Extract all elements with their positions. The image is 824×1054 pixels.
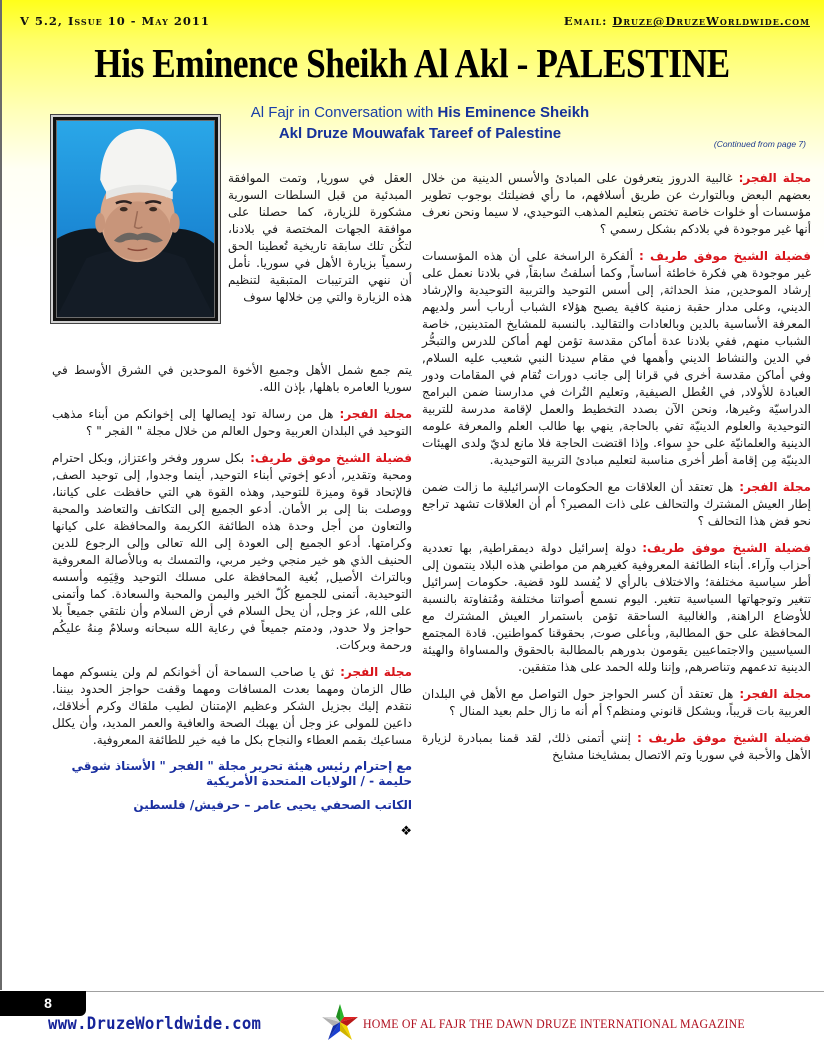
speaker-label: مجلة الفجر: <box>339 407 412 421</box>
page-number: 8 <box>44 995 52 1011</box>
star-logo-icon <box>320 1002 360 1042</box>
speaker-label: مجلة الفجر: <box>739 687 812 701</box>
qa-block <box>422 686 811 720</box>
qa-block <box>52 406 412 440</box>
qa-text: يتم جمع شمل الأهل وجميع الأخوة الموحدين في الشرق الأوسط في سوريا العامره باهلها, بإذن الله. <box>52 363 412 394</box>
continued-note: (Continued from page 7) <box>713 139 806 149</box>
continuation-text: العقل في سوريا, وتمت الموافقة المبدئية من قبل السلطات السورية مشكورة للزيارة، كما حصلنا على موافقة الجهات المختصة في بلادنا، لتكُن تلك سابقة تاريخية تُعطينا الحق رسمياً بزيارة الأهل في سوريا. نأمل أن ننهي الترتيبات المتبقية لتنظيم هذه الزيارة والتي مِن خلالها سوف <box>228 171 412 304</box>
issue-info: V 5.2, Issue 10 - May 2011 <box>20 14 210 28</box>
email-label: Email: <box>563 14 608 28</box>
qa-block <box>422 540 811 676</box>
article-subtitle <box>200 102 640 144</box>
speaker-label: مجلة الفجر: <box>738 171 811 185</box>
qa-text: هل تعتقد أن العلاقات مع الحكومات الإسرائيلية ما زالت ضمن إطار العيش المشترك والتحالف على ذات المصير؟ أم أن العلاقات تشهد تراجع نحو فض هذا التحالف ؟ <box>422 480 811 528</box>
article-column-left-top <box>228 170 412 306</box>
qa-text: بكل سرور وفخر واعتزاز, وبكل احترام ومحبة وتقدير, أدعو إخوتي أبناء التوحيد, أينما وجدوا, إلى توحيد الصف, فالإتحاد قوة وميزة للتوحيد, وهذه القوة هي التي حافظت على كياننا، ووصلت بنا إلى بر الأمان. أدعو الجميع إلى التكاتف والتعاضد والمحبة والتعاون من أجل وحدة هذه الطائفة الكريمة والمحافظة على كيانها وكرامتها. أدعو الجميع إلى العودة إلى الله تعالى وإلى الرجوع للدين الحنيف الذي هو خير منجي وخير مربي، والتمسك به وبالأصالة المعروفية وبالتراث الأصيل, بُغية المحافظة على مسلك التوحيد وقِيَمِه وأسسه التوحيدية. أتمنى للجميع كُلّ الخير واليمن والمحبة والسعادة. كما وأتمنى على الله, عز وجل, أن يحل السلام في أرض السلام وأن نلتقي جميعاً بلا حواجز ولا حدود, ودمتم جميعاً في رعاية الله سبحانه وسلامٌ مِنهُ عليكُم ورحمة وبركات. <box>52 451 412 652</box>
editor-signoff: مع إحترام رئيس هيئة تحرير مجلة " الفجر " الأستاذ شوقي حليمة - / الولايات المتحدة الأمريكية <box>71 759 412 788</box>
speaker-label: فضيلة الشيخ موفق طريف: <box>250 451 413 465</box>
qa-block <box>422 248 811 469</box>
qa-text: دولة إسرائيل دولة ديمقراطية, بها تعددية أحزاب وآراء. أبناء الطائفة المعروفية كغيرهم من مواطني هذه البلاد ينتمون إلى أطر سياسية مختلفة؛ والاختلاف بالرأي لا يُفسد للود قضية. حكومات إسرائيل تتغير وتوجهاتها السياسية تتغير. اليوم نسمع أصواتنا مختلفة ومُتفاوتة بالنسبة للأوضاع الراهنة, والغالبية الساحقة تؤمن باستمرار العيش المشترك مع المحافظة على حق المطالبة, وبأعلى صوت, بحقوقنا كمواطنين. قادة المجتمع السياسيين والاجتماعيين يقومون بدورهم بالمطالبة بالحقوق والمساواة والهيئة الدينية تدعمهم وتناصرهم, وإننا ولله الحمد على هذا متفقين. <box>422 541 811 674</box>
email-info <box>564 14 810 28</box>
qa-text: هل تعتقد أن كسر الحواجز حول التواصل مع الأهل في البلدان العربية بات قريباً، وبشكل قانوني ومنظم؟ أم أنه ما زال حلم بعيد المنال ؟ <box>422 687 811 718</box>
speaker-label: فضيلة الشيخ موفق طريف: <box>642 541 812 555</box>
subtitle-plain: Al Fajr in Conversation with <box>250 104 438 121</box>
article-column-right <box>422 170 811 774</box>
speaker-label: مجلة الفجر: <box>739 480 811 494</box>
email-link[interactable]: Druze@DruzeWorldwide.com <box>612 14 810 28</box>
qa-block <box>52 450 412 654</box>
sheikh-portrait <box>51 115 220 323</box>
qa-block <box>422 170 811 238</box>
portrait-illustration <box>57 121 214 317</box>
qa-text: إنني أتمنى ذلك, لقد قمنا بمبادرة لزيارة الأهل والأحبة في سوريا وتم الاتصال بمشايخنا مشايخ <box>422 731 811 762</box>
qa-block <box>52 664 412 749</box>
qa-block <box>422 730 811 764</box>
qa-block <box>52 362 412 396</box>
end-ornament-icon: ❖ <box>400 824 412 839</box>
author-signoff: الكاتب الصحفي يحيى عامر – حرفيش/ فلسطين <box>133 798 412 812</box>
masthead-info-bar <box>20 14 810 32</box>
subtitle-bold-2: Akl Druze Mouwafak Tareef of Palestine <box>278 125 562 142</box>
page-headline: His Eminence Sheikh Al Akl - PALESTINE <box>94 40 730 86</box>
speaker-label: فضيلة الشيخ موفق طريف : <box>639 249 811 263</box>
page-number-tab <box>0 991 86 1016</box>
speaker-label: مجلة الفجر: <box>340 665 412 679</box>
left-border-rule <box>0 0 2 990</box>
qa-text: ألفكرة الراسخة على أن هذه المؤسسات غير موجودة هي فكرة خاطئة أساساً, وكما أسلفتُ سابقاً, في بلادنا نعمل على إرشاد الموحدين, منذ الحداثة, إلى أسس التوحيد والتربية التوحيدية والإرشاد الديني، وعلى مدار حقبة زمنية كافية يصبح هؤلاء الشباب أرباب أسر ولديهم المعرفة الأساسية بالدين وبالعادات والتقاليد. بالنسبة للمشايخ المتدينين, خاصة الشباب منهم, ففي بلادنا عدة أماكن مقدسة تؤمن لهم أماكن للدرس والتبحُّر في الدين والنشاط الديني وأهمها في مقام سيدنا النبي شعيب عليه السلام, وفي أماكن مقدسة أخرى في قرانا إلى جانب دورات تُقام في المقامات ودور العبادة للأولاد, في العُطل الصيفية, وتعليم التُراث في مدارسنا ضمن البرامج الدراسيّة وغيرها، ونحن الآن بصدد التخطيط والعمل لإقامة مدرسة للتربية التوحيدية والعلوم الدينيّة تفي بالحاجة, ينهي بها طالب العلم والمعرفة علومه الدينية والعلمانيّة على حدٍ سواء. وإذا اقتضت الحاجة فلا مانع لديّ ولدى الهيئات الدينيّة مِن إقامة أطر أخرى مناسبة لتعليم مبادئ التربية التوحيدية. <box>422 249 811 467</box>
article-column-left <box>52 362 412 840</box>
qa-text: هل من رسالة تود إيصالها إلى إخوانكم من أبناء مذهب التوحيد في البلدان العربية وحول العالم من خلال مجلة " الفجر " ؟ <box>52 407 412 438</box>
speaker-label: فضيلة الشيخ موفق طريف : <box>636 731 811 745</box>
qa-text: ثق يا صاحب السماحة أن أخوانكم لم ولن ينسوكم مهما طال الزمان ومهما بعدت المسافات ومهما وقفت حواجز الحدود بيننا. نتقدم إليك بجزيل الشكر وعظيم الإمتنان لطيب ملقاك وكرم أخلاقك، داعين للمولى عز وجل أن يهبك الصحة والعافية والعمر المديد، وأن يكلل مساعيك بقمم العطاء والنجاح بكل ما فيه خير للطائفة المعروفية. <box>52 665 412 747</box>
magazine-tagline: HOME OF AL FAJR THE DAWN DRUZE INTERNATIONAL MAGAZINE <box>363 1017 745 1031</box>
portrait-image <box>56 120 215 318</box>
qa-text: غالبية الدروز يتعرفون على المبادئ والأسس الدينية من خلال بعضهم البعض وبالتوارث عن طريق أسلافهم، ما رأي فضيلتك بوجوب تطوير مؤسسات أو خلوات خاصة تختص بتعليم المذهب التوحيدي، لا سيما ونحن نعرف أنها غير موجودة في بلادكم بشكل رسمي ؟ <box>422 171 811 236</box>
qa-block <box>422 479 811 530</box>
subtitle-bold-1: His Eminence Sheikh <box>437 104 590 121</box>
site-url-link[interactable]: www.DruzeWorldwide.com <box>48 1014 262 1034</box>
footer-divider <box>0 991 824 992</box>
